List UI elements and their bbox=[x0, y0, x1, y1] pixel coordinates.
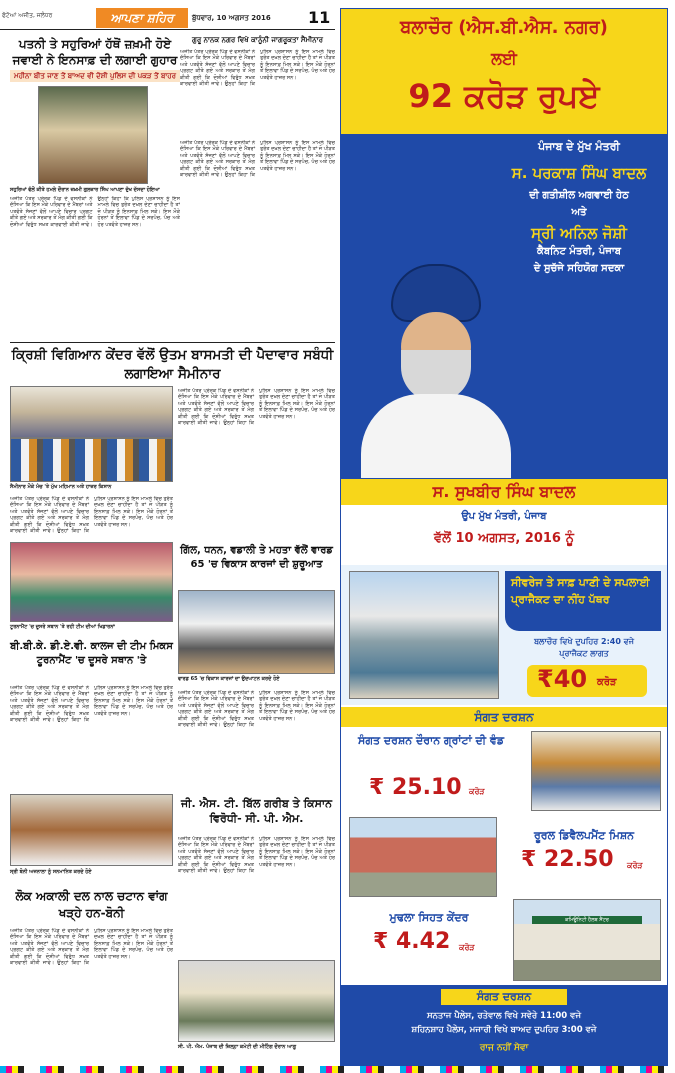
project-cost: ₹40 bbox=[537, 665, 588, 693]
project-cost-label: ਪ੍ਰਾਜੈਕਟ ਲਾਗਤ bbox=[559, 649, 609, 658]
ad-panel bbox=[340, 8, 668, 1066]
ward65-body: ਅਜੀਤ ਪੱਤਰ ਪ੍ਰੇਰਕ ਪਿੰਡ ਦੇ ਵਸਨੀਕਾਂ ਨੇ ਦੱਸਿਆ ਕਿ ਇਸ ਮੌਕੇ ਪਰਿਵਾਰ ਦੇ ਮੈਂਬਰਾਂ ਅਤੇ ਪਤਵੰਤੇ ਸੱਜਣਾਂ ਵੱਲੋਂ ਆਪਣੇ ਵਿਚਾਰ ਪ੍ਰਗਟ ਕੀਤੇ ਗਏ ਅਤੇ ਸਰਕਾਰ ਤੋਂ ਮੰਗ ਕੀਤੀ ਗਈ ਕਿ ਦੋਸ਼ੀਆਂ ਵਿਰੁੱਧ ਸਖ਼ਤ ਕਾਰਵਾਈ ਕੀਤੀ ਜਾਵੇ। ਉਨ੍ਹਾਂ ਕਿਹਾ ਕਿ ਪੁਲਿਸ ਪ੍ਰਸ਼ਾਸਨ ਨੂੰ ਇਸ ਮਾਮਲੇ ਵਿਚ ਤੁਰੰਤ ਦਖ਼ਲ ਦੇਣਾ ਚਾਹੀਦਾ ਹੈ ਤਾਂ ਜੋ ਪੀੜਤ ਨੂੰ ਇਨਸਾਫ਼ ਮਿਲ ਸਕੇ। ਇਸ ਮੌਕੇ ਹੋਰਨਾਂ ਤੋਂ ਇਲਾਵਾ ਪਿੰਡ ਦੇ ਸਰਪੰਚ, ਪੰਚ ਅਤੇ ਹੋਰ ਪਤਵੰਤੇ ਹਾਜ਼ਰ ਸਨ। bbox=[178, 690, 335, 729]
story-legal-seminar bbox=[180, 36, 335, 139]
shirt-shape bbox=[361, 394, 511, 478]
ad-text-group bbox=[341, 140, 667, 274]
ad-leaders-block bbox=[341, 134, 667, 479]
ad-dcm-block bbox=[341, 479, 667, 564]
tournament-headline: ਬੀ.ਬੀ.ਕੇ. ਡੀ.ਏ.ਵੀ. ਕਾਲਜ ਦੀ ਟੀਮ ਮਿਕਸ ਟੂਰਨਾਮੈਂਟ 'ਚ ਦੂਸਰੇ ਸਥਾਨ 'ਤੇ bbox=[10, 641, 173, 666]
story-injured-groom bbox=[10, 36, 180, 271]
headline: ਗੁਰੂ ਨਾਨਕ ਨਗਰ ਵਿਖੇ ਕਾਨੂੰਨੀ ਜਾਗਰੂਕਤਾ ਸੈਮੀਨਾਰ bbox=[192, 36, 323, 44]
ad-amount: 92 ਕਰੋੜ ਰੁਪਏ bbox=[408, 77, 600, 115]
photo-seminar-stage bbox=[10, 386, 173, 438]
clinic-sign: ਕਮਿਊਨਿਟੀ ਹੈਲਥ ਸੈਂਟਰ bbox=[532, 916, 642, 924]
seminar-body: ਅਜੀਤ ਪੱਤਰ ਪ੍ਰੇਰਕ ਪਿੰਡ ਦੇ ਵਸਨੀਕਾਂ ਨੇ ਦੱਸਿਆ ਕਿ ਇਸ ਮੌਕੇ ਪਰਿਵਾਰ ਦੇ ਮੈਂਬਰਾਂ ਅਤੇ ਪਤਵੰਤੇ ਸੱਜਣਾਂ ਵੱਲੋਂ ਆਪਣੇ ਵਿਚਾਰ ਪ੍ਰਗਟ ਕੀਤੇ ਗਏ ਅਤੇ ਸਰਕਾਰ ਤੋਂ ਮੰਗ ਕੀਤੀ ਗਈ ਕਿ ਦੋਸ਼ੀਆਂ ਵਿਰੁੱਧ ਸਖ਼ਤ ਕਾਰਵਾਈ ਕੀਤੀ ਜਾਵੇ। ਉਨ੍ਹਾਂ ਕਿਹਾ ਕਿ ਪੁਲਿਸ ਪ੍ਰਸ਼ਾਸਨ ਨੂੰ ਇਸ ਮਾਮਲੇ ਵਿਚ ਤੁਰੰਤ ਦਖ਼ਲ ਦੇਣਾ ਚਾਹੀਦਾ ਹੈ ਤਾਂ ਜੋ ਪੀੜਤ ਨੂੰ ਇਨਸਾਫ਼ ਮਿਲ ਸਕੇ। ਇਸ ਮੌਕੇ ਹੋਰਨਾਂ ਤੋਂ ਇਲਾਵਾ ਪਿੰਡ ਦੇ ਸਰਪੰਚ, ਪੰਚ ਅਤੇ ਹੋਰ ਪਤਵੰਤੇ ਹਾਜ਼ਰ ਸਨ। bbox=[10, 496, 173, 535]
dcm-name: ਸ. ਸੁਖਬੀਰ ਸਿੰਘ ਬਾਦਲ bbox=[432, 482, 576, 501]
photo-tournament-team bbox=[10, 542, 173, 622]
ward65-headline: ਗਿੱਲ, ਧਨਨ, ਵਡਾਲੀ ਤੇ ਮਹਤਾ ਵੱਲੋਂ ਵਾਰਡ 65 'ਚ ਵਿਕਾਸ ਕਾਰਜਾਂ ਦੀ ਸ਼ੁਰੂਆਤ bbox=[180, 545, 333, 570]
boni-headline: ਲੋਕ ਅਕਾਲੀ ਦਲ ਨਾਲ ਚਟਾਨ ਵਾਂਗ ਖੜ੍ਹੇ ਹਨ-ਬੋਨੀ bbox=[15, 889, 168, 920]
and-word: ਅਤੇ bbox=[571, 207, 587, 218]
story-basmati-seminar bbox=[10, 346, 335, 384]
ad-title: ਬਲਾਚੌਰ (ਐਸ.ਬੀ.ਐਸ. ਨਗਰ) bbox=[400, 17, 608, 38]
health-label: ਮੁਢਲਾ ਸਿਹਤ ਕੇਂਦਰ bbox=[389, 911, 469, 924]
cm-name: ਸ. ਪਰਕਾਸ਼ ਸਿੰਘ ਬਾਦਲ bbox=[511, 164, 647, 182]
project-title: ਸੀਵਰੇਜ ਤੇ ਸਾਫ਼ ਪਾਣੀ ਦੇ ਸਪਲਾਈ ਪ੍ਰਾਜੈਕਟ ਦਾ ਨੀਂਹ ਪੱਥਰ bbox=[511, 576, 650, 606]
rural-unit: ਕਰੋੜ bbox=[627, 861, 643, 870]
masthead-date: ਬੁੱਧਵਾਰ, 10 ਅਗਸਤ 2016 bbox=[192, 14, 271, 22]
boni-body: ਅਜੀਤ ਪੱਤਰ ਪ੍ਰੇਰਕ ਪਿੰਡ ਦੇ ਵਸਨੀਕਾਂ ਨੇ ਦੱਸਿਆ ਕਿ ਇਸ ਮੌਕੇ ਪਰਿਵਾਰ ਦੇ ਮੈਂਬਰਾਂ ਅਤੇ ਪਤਵੰਤੇ ਸੱਜਣਾਂ ਵੱਲੋਂ ਆਪਣੇ ਵਿਚਾਰ ਪ੍ਰਗਟ ਕੀਤੇ ਗਏ ਅਤੇ ਸਰਕਾਰ ਤੋਂ ਮੰਗ ਕੀਤੀ ਗਈ ਕਿ ਦੋਸ਼ੀਆਂ ਵਿਰੁੱਧ ਸਖ਼ਤ ਕਾਰਵਾਈ ਕੀਤੀ ਜਾਵੇ। ਉਨ੍ਹਾਂ ਕਿਹਾ ਕਿ ਪੁਲਿਸ ਪ੍ਰਸ਼ਾਸਨ ਨੂੰ ਇਸ ਮਾਮਲੇ ਵਿਚ ਤੁਰੰਤ ਦਖ਼ਲ ਦੇਣਾ ਚਾਹੀਦਾ ਹੈ ਤਾਂ ਜੋ ਪੀੜਤ ਨੂੰ ਇਨਸਾਫ਼ ਮਿਲ ਸਕੇ। ਇਸ ਮੌਕੇ ਹੋਰਨਾਂ ਤੋਂ ਇਲਾਵਾ ਪਿੰਡ ਦੇ ਸਰਪੰਚ, ਪੰਚ ਅਤੇ ਹੋਰ ਪਤਵੰਤੇ ਹਾਜ਼ਰ ਸਨ। bbox=[10, 928, 173, 967]
caption: ਸਹੁਰਿਆਂ ਵੱਲੋਂ ਕੀਤੇ ਹਮਲੇ ਦੌਰਾਨ ਜ਼ਖ਼ਮੀ ਗੁਲਜ਼ਾਰ ਸਿੰਘ ਆਪਣਾ ਦੁੱਖ ਦੱਸਦਾ ਹੋਇਆ bbox=[10, 187, 160, 193]
section-title: ਆਪਣਾ ਸ਼ਹਿਰ bbox=[96, 8, 188, 28]
ward65-caption: ਵਾਰਡ 65 'ਚ ਵਿਕਾਸ ਕਾਰਜਾਂ ਦਾ ਉਦਘਾਟਨ ਕਰਦੇ ਹੋਏ bbox=[178, 676, 280, 682]
grant-unit: ਕਰੋੜ bbox=[469, 787, 485, 796]
page-number: 11 bbox=[308, 8, 331, 27]
photo-rural-building bbox=[349, 817, 497, 897]
rural-label: ਰੂਰਲ ਡਿਵੈਲਪਮੈਂਟ ਮਿਸ਼ਨ bbox=[533, 829, 635, 842]
project-cost-unit: ਕਰੋੜ bbox=[597, 677, 617, 688]
tournament-body: ਅਜੀਤ ਪੱਤਰ ਪ੍ਰੇਰਕ ਪਿੰਡ ਦੇ ਵਸਨੀਕਾਂ ਨੇ ਦੱਸਿਆ ਕਿ ਇਸ ਮੌਕੇ ਪਰਿਵਾਰ ਦੇ ਮੈਂਬਰਾਂ ਅਤੇ ਪਤਵੰਤੇ ਸੱਜਣਾਂ ਵੱਲੋਂ ਆਪਣੇ ਵਿਚਾਰ ਪ੍ਰਗਟ ਕੀਤੇ ਗਏ ਅਤੇ ਸਰਕਾਰ ਤੋਂ ਮੰਗ ਕੀਤੀ ਗਈ ਕਿ ਦੋਸ਼ੀਆਂ ਵਿਰੁੱਧ ਸਖ਼ਤ ਕਾਰਵਾਈ ਕੀਤੀ ਜਾਵੇ। ਉਨ੍ਹਾਂ ਕਿਹਾ ਕਿ ਪੁਲਿਸ ਪ੍ਰਸ਼ਾਸਨ ਨੂੰ ਇਸ ਮਾਮਲੇ ਵਿਚ ਤੁਰੰਤ ਦਖ਼ਲ ਦੇਣਾ ਚਾਹੀਦਾ ਹੈ ਤਾਂ ਜੋ ਪੀੜਤ ਨੂੰ ਇਨਸਾਫ਼ ਮਿਲ ਸਕੇ। ਇਸ ਮੌਕੇ ਹੋਰਨਾਂ ਤੋਂ ਇਲਾਵਾ ਪਿੰਡ ਦੇ ਸਰਪੰਚ, ਪੰਚ ਅਤੇ ਹੋਰ ਪਤਵੰਤੇ ਹਾਜ਼ਰ ਸਨ। bbox=[10, 685, 173, 724]
print-registration-strip bbox=[0, 1066, 675, 1073]
masthead-left-note: ਫੋਟੋਆਂ ਅਜੀਤ, ਜਲੰਧਰ bbox=[2, 12, 53, 19]
masthead-rule bbox=[0, 29, 335, 30]
photo-sangat-darshan bbox=[531, 731, 661, 811]
body-text: ਅਜੀਤ ਪੱਤਰ ਪ੍ਰੇਰਕ ਪਿੰਡ ਦੇ ਵਸਨੀਕਾਂ ਨੇ ਦੱਸਿਆ ਕਿ ਇਸ ਮੌਕੇ ਪਰਿਵਾਰ ਦੇ ਮੈਂਬਰਾਂ ਅਤੇ ਪਤਵੰਤੇ ਸੱਜਣਾਂ ਵੱਲੋਂ ਆਪਣੇ ਵਿਚਾਰ ਪ੍ਰਗਟ ਕੀਤੇ ਗਏ ਅਤੇ ਸਰਕਾਰ ਤੋਂ ਮੰਗ ਕੀਤੀ ਗਈ ਕਿ ਦੋਸ਼ੀਆਂ ਵਿਰੁੱਧ ਸਖ਼ਤ ਕਾਰਵਾਈ ਕੀਤੀ ਜਾਵੇ। ਉਨ੍ਹਾਂ ਕਿਹਾ ਕਿ ਪੁਲਿਸ ਪ੍ਰਸ਼ਾਸਨ ਨੂੰ ਇਸ ਮਾਮਲੇ ਵਿਚ ਤੁਰੰਤ ਦਖ਼ਲ ਦੇਣਾ ਚਾਹੀਦਾ ਹੈ ਤਾਂ ਜੋ ਪੀੜਤ ਨੂੰ ਇਨਸਾਫ਼ ਮਿਲ ਸਕੇ। ਇਸ ਮੌਕੇ ਹੋਰਨਾਂ ਤੋਂ ਇਲਾਵਾ ਪਿੰਡ ਦੇ ਸਰਪੰਚ, ਪੰਚ ਅਤੇ ਹੋਰ ਪਤਵੰਤੇ ਹਾਜ਼ਰ ਸਨ। bbox=[180, 49, 335, 88]
divider bbox=[10, 342, 335, 343]
headline: ਪਤਨੀ ਤੇ ਸਹੁਰਿਆਂ ਹੱਥੋਂ ਜ਼ਖ਼ਮੀ ਹੋਏ ਜਵਾਈ ਨੇ ਇਨਸਾਫ਼ ਦੀ ਲਗਾਈ ਗੁਹਾਰ bbox=[12, 37, 178, 67]
footer-heading: ਸੰਗਤ ਦਰਸ਼ਨ bbox=[476, 990, 532, 1003]
rural-amount: ₹ 22.50 bbox=[521, 847, 614, 872]
gst-body: ਅਜੀਤ ਪੱਤਰ ਪ੍ਰੇਰਕ ਪਿੰਡ ਦੇ ਵਸਨੀਕਾਂ ਨੇ ਦੱਸਿਆ ਕਿ ਇਸ ਮੌਕੇ ਪਰਿਵਾਰ ਦੇ ਮੈਂਬਰਾਂ ਅਤੇ ਪਤਵੰਤੇ ਸੱਜਣਾਂ ਵੱਲੋਂ ਆਪਣੇ ਵਿਚਾਰ ਪ੍ਰਗਟ ਕੀਤੇ ਗਏ ਅਤੇ ਸਰਕਾਰ ਤੋਂ ਮੰਗ ਕੀਤੀ ਗਈ ਕਿ ਦੋਸ਼ੀਆਂ ਵਿਰੁੱਧ ਸਖ਼ਤ ਕਾਰਵਾਈ ਕੀਤੀ ਜਾਵੇ। ਉਨ੍ਹਾਂ ਕਿਹਾ ਕਿ ਪੁਲਿਸ ਪ੍ਰਸ਼ਾਸਨ ਨੂੰ ਇਸ ਮਾਮਲੇ ਵਿਚ ਤੁਰੰਤ ਦਖ਼ਲ ਦੇਣਾ ਚਾਹੀਦਾ ਹੈ ਤਾਂ ਜੋ ਪੀੜਤ ਨੂੰ ਇਨਸਾਫ਼ ਮਿਲ ਸਕੇ। ਇਸ ਮੌਕੇ ਹੋਰਨਾਂ ਤੋਂ ਇਲਾਵਾ ਪਿੰਡ ਦੇ ਸਰਪੰਚ, ਪੰਚ ਅਤੇ ਹੋਰ ਪਤਵੰਤੇ ਹਾਜ਼ਰ ਸਨ। bbox=[178, 836, 335, 875]
support-line: ਦੇ ਸੁਚੱਜੇ ਸਹਿਯੋਗ ਸਦਕਾ bbox=[533, 263, 625, 274]
cpm-caption: ਸੀ. ਪੀ. ਐਮ. ਪੰਜਾਬ ਦੀ ਜ਼ਿਲ੍ਹਾ ਕਮੇਟੀ ਦੀ ਮੀਟਿੰਗ ਦੌਰਾਨ ਆਗੂ bbox=[178, 1044, 297, 1050]
boni-caption: ਸ੍ਰੀ ਬੋਨੀ ਅਜਨਾਲਾ ਨੂੰ ਸਨਮਾਨਿਤ ਕਰਦੇ ਹੋਏ bbox=[10, 869, 92, 875]
project-time: ਬਲਾਚੌਰ ਵਿਖੇ ਦੁਪਹਿਰ 2:40 ਵਜੇ bbox=[534, 637, 634, 646]
ad-project-block bbox=[341, 565, 667, 705]
cm-line: ਪੰਜਾਬ ਦੇ ਮੁੱਖ ਮੰਤਰੀ bbox=[538, 140, 620, 153]
subhead: ਮਹੀਨਾ ਬੀਤ ਜਾਣ ਤੋਂ ਬਾਅਦ ਵੀ ਦੋਸ਼ੀ ਪੁਲਿਸ ਦੀ ਪਕੜ ਤੋਂ ਬਾਹਰ bbox=[10, 70, 180, 82]
footer-line2: ਸ਼ਹਿਨਸ਼ਾਹ ਪੈਲੇਸ, ਮਜਾਰੀ ਵਿਖੇ ਬਾਅਦ ਦੁਪਹਿਰ 3:00 ਵਜੇ bbox=[411, 1025, 597, 1035]
photo-cpm-meeting bbox=[178, 960, 335, 1042]
grant-label: ਸੰਗਤ ਦਰਸ਼ਨ ਦੌਰਾਨ ਗ੍ਰਾਂਟਾਂ ਦੀ ਵੰਡ bbox=[358, 734, 504, 747]
minister-title: ਕੈਬਨਿਟ ਮੰਤਰੀ, ਪੰਜਾਬ bbox=[537, 246, 621, 257]
ad-footer bbox=[341, 985, 667, 1065]
seminar-caption: ਸੈਮੀਨਾਰ ਮੌਕੇ ਮੰਚ 'ਤੇ ਮੁੱਖ ਮਹਿਮਾਨ ਅਤੇ ਹਾਜ਼ਰ ਕਿਸਾਨ bbox=[10, 484, 112, 490]
photo-boni-honour bbox=[10, 794, 173, 866]
seminar-body-right: ਅਜੀਤ ਪੱਤਰ ਪ੍ਰੇਰਕ ਪਿੰਡ ਦੇ ਵਸਨੀਕਾਂ ਨੇ ਦੱਸਿਆ ਕਿ ਇਸ ਮੌਕੇ ਪਰਿਵਾਰ ਦੇ ਮੈਂਬਰਾਂ ਅਤੇ ਪਤਵੰਤੇ ਸੱਜਣਾਂ ਵੱਲੋਂ ਆਪਣੇ ਵਿਚਾਰ ਪ੍ਰਗਟ ਕੀਤੇ ਗਏ ਅਤੇ ਸਰਕਾਰ ਤੋਂ ਮੰਗ ਕੀਤੀ ਗਈ ਕਿ ਦੋਸ਼ੀਆਂ ਵਿਰੁੱਧ ਸਖ਼ਤ ਕਾਰਵਾਈ ਕੀਤੀ ਜਾਵੇ। ਉਨ੍ਹਾਂ ਕਿਹਾ ਕਿ ਪੁਲਿਸ ਪ੍ਰਸ਼ਾਸਨ ਨੂੰ ਇਸ ਮਾਮਲੇ ਵਿਚ ਤੁਰੰਤ ਦਖ਼ਲ ਦੇਣਾ ਚਾਹੀਦਾ ਹੈ ਤਾਂ ਜੋ ਪੀੜਤ ਨੂੰ ਇਨਸਾਫ਼ ਮਿਲ ਸਕੇ। ਇਸ ਮੌਕੇ ਹੋਰਨਾਂ ਤੋਂ ਇਲਾਵਾ ਪਿੰਡ ਦੇ ਸਰਪੰਚ, ਪੰਚ ਅਤੇ ਹੋਰ ਪਤਵੰਤੇ ਹਾਜ਼ਰ ਸਨ। bbox=[178, 388, 335, 427]
photo-health-centre bbox=[513, 899, 661, 981]
cm-lead: ਦੀ ਗਤੀਸ਼ੀਲ ਅਗਵਾਈ ਹੇਠ bbox=[529, 190, 629, 201]
gst-headline: ਜੀ. ਐਸ. ਟੀ. ਬਿੱਲ ਗਰੀਬ ਤੇ ਕਿਸਾਨ ਵਿਰੋਧੀ- ਸੀ. ਪੀ. ਐਮ. bbox=[180, 797, 333, 825]
footer-line3: ਰਾਜ ਨਹੀਂ ਸੇਵਾ bbox=[479, 1043, 529, 1053]
date-line: ਵੱਲੋਂ 10 ਅਗਸਤ, 2016 ਨੂੰ bbox=[434, 531, 574, 546]
ad-title-block bbox=[341, 9, 667, 134]
masthead bbox=[0, 0, 335, 30]
headline: ਕ੍ਰਿਸ਼ੀ ਵਿਗਿਆਨ ਕੇਂਦਰ ਵੱਲੋਂ ਉਤਮ ਬਾਸਮਤੀ ਦੀ ਪੈਦਾਵਾਰ ਸਬੰਧੀ ਲਗਾਇਆ ਸੈਮੀਨਾਰ bbox=[11, 347, 334, 382]
health-unit: ਕਰੋੜ bbox=[459, 943, 475, 952]
body-text: ਅਜੀਤ ਪੱਤਰ ਪ੍ਰੇਰਕ ਪਿੰਡ ਦੇ ਵਸਨੀਕਾਂ ਨੇ ਦੱਸਿਆ ਕਿ ਇਸ ਮੌਕੇ ਪਰਿਵਾਰ ਦੇ ਮੈਂਬਰਾਂ ਅਤੇ ਪਤਵੰਤੇ ਸੱਜਣਾਂ ਵੱਲੋਂ ਆਪਣੇ ਵਿਚਾਰ ਪ੍ਰਗਟ ਕੀਤੇ ਗਏ ਅਤੇ ਸਰਕਾਰ ਤੋਂ ਮੰਗ ਕੀਤੀ ਗਈ ਕਿ ਦੋਸ਼ੀਆਂ ਵਿਰੁੱਧ ਸਖ਼ਤ ਕਾਰਵਾਈ ਕੀਤੀ ਜਾਵੇ। ਉਨ੍ਹਾਂ ਕਿਹਾ ਕਿ ਪੁਲਿਸ ਪ੍ਰਸ਼ਾਸਨ ਨੂੰ ਇਸ ਮਾਮਲੇ ਵਿਚ ਤੁਰੰਤ ਦਖ਼ਲ ਦੇਣਾ ਚਾਹੀਦਾ ਹੈ ਤਾਂ ਜੋ ਪੀੜਤ ਨੂੰ ਇਨਸਾਫ਼ ਮਿਲ ਸਕੇ। ਇਸ ਮੌਕੇ ਹੋਰਨਾਂ ਤੋਂ ਇਲਾਵਾ ਪਿੰਡ ਦੇ ਸਰਪੰਚ, ਪੰਚ ਅਤੇ ਹੋਰ ਪਤਵੰਤੇ ਹਾਜ਼ਰ ਸਨ। bbox=[10, 196, 180, 228]
photo-injured-man bbox=[38, 86, 148, 184]
sangat-heading: ਸੰਗਤ ਦਰਸ਼ਨ bbox=[474, 710, 534, 724]
tournament-caption: ਟੂਰਨਾਮੈਂਟ 'ਚ ਦੂਸਰੇ ਸਥਾਨ 'ਤੇ ਰਹੀ ਟੀਮ ਦੀਆਂ ਖਿਡਾਰਨਾਂ bbox=[10, 624, 115, 630]
portrait-sukhbir bbox=[361, 264, 511, 478]
minister-name: ਸ੍ਰੀ ਅਨਿਲ ਜੋਸ਼ੀ bbox=[531, 224, 627, 242]
grant-amount: ₹ 25.10 bbox=[369, 775, 462, 800]
photo-ward65 bbox=[178, 590, 335, 674]
health-amount: ₹ 4.42 bbox=[373, 929, 451, 954]
photo-seminar-crowd bbox=[10, 438, 173, 482]
mid-body-1: ਅਜੀਤ ਪੱਤਰ ਪ੍ਰੇਰਕ ਪਿੰਡ ਦੇ ਵਸਨੀਕਾਂ ਨੇ ਦੱਸਿਆ ਕਿ ਇਸ ਮੌਕੇ ਪਰਿਵਾਰ ਦੇ ਮੈਂਬਰਾਂ ਅਤੇ ਪਤਵੰਤੇ ਸੱਜਣਾਂ ਵੱਲੋਂ ਆਪਣੇ ਵਿਚਾਰ ਪ੍ਰਗਟ ਕੀਤੇ ਗਏ ਅਤੇ ਸਰਕਾਰ ਤੋਂ ਮੰਗ ਕੀਤੀ ਗਈ ਕਿ ਦੋਸ਼ੀਆਂ ਵਿਰੁੱਧ ਸਖ਼ਤ ਕਾਰਵਾਈ ਕੀਤੀ ਜਾਵੇ। ਉਨ੍ਹਾਂ ਕਿਹਾ ਕਿ ਪੁਲਿਸ ਪ੍ਰਸ਼ਾਸਨ ਨੂੰ ਇਸ ਮਾਮਲੇ ਵਿਚ ਤੁਰੰਤ ਦਖ਼ਲ ਦੇਣਾ ਚਾਹੀਦਾ ਹੈ ਤਾਂ ਜੋ ਪੀੜਤ ਨੂੰ ਇਨਸਾਫ਼ ਮਿਲ ਸਕੇ। ਇਸ ਮੌਕੇ ਹੋਰਨਾਂ ਤੋਂ ਇਲਾਵਾ ਪਿੰਡ ਦੇ ਸਰਪੰਚ, ਪੰਚ ਅਤੇ ਹੋਰ ਪਤਵੰਤੇ ਹਾਜ਼ਰ ਸਨ। bbox=[180, 140, 335, 179]
footer-line1: ਸਨਤਾਜ ਪੈਲੇਸ, ਰਤੇਵਾਲ ਵਿਖੇ ਸਵੇਰੇ 11:00 ਵਜੇ bbox=[426, 1011, 582, 1021]
ad-subtitle: ਲਈ bbox=[491, 49, 517, 68]
photo-treatment-plant bbox=[349, 571, 499, 699]
dcm-title: ਉਪ ਮੁੱਖ ਮੰਤਰੀ, ਪੰਜਾਬ bbox=[461, 511, 547, 522]
